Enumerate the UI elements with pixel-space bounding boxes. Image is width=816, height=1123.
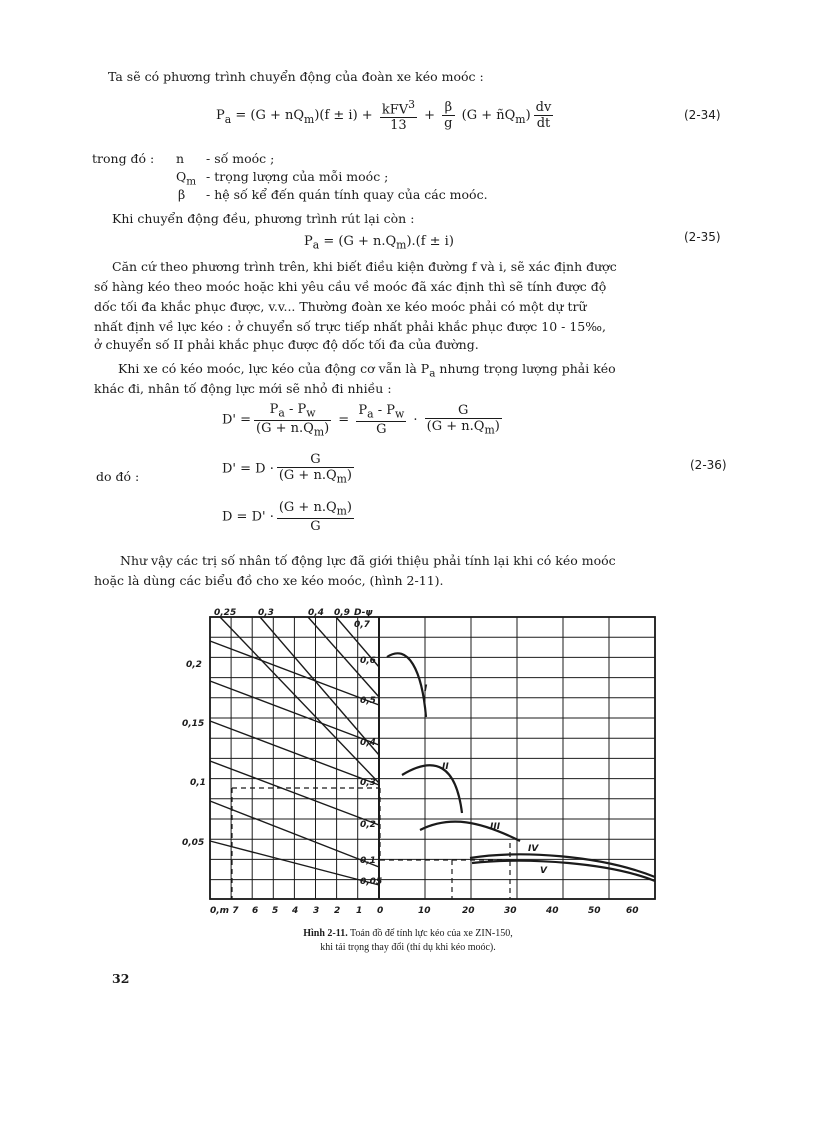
equation-2-35: $P_a = (G + n.Q_m).(f \pm i)$	[304, 234, 454, 252]
bottom-label-3: 3	[313, 906, 320, 916]
equation-2-34: $P_a = (G + nQ_m)(f \pm i)$ + $\frac{kFV^3}{13}$ + $\frac{\beta}{g}$ $(G + ñQ_m)$ $\frac{dv}{dt}$	[216, 98, 552, 134]
top-label-09: 0,9	[334, 608, 350, 618]
bottom-label-20: 20	[462, 906, 475, 916]
where-lead: trong đó :	[92, 151, 155, 166]
equation-number-2-34: (2-34)	[684, 108, 721, 122]
where-q-symbol: $Q_m$	[176, 169, 197, 188]
left-label-005: 0,05	[182, 838, 205, 848]
curve-label-II: II	[442, 762, 449, 772]
do-do-label: do đó :	[96, 469, 140, 484]
left-label-015: 0,15	[182, 719, 205, 729]
mid-label-005: 0,05	[360, 877, 383, 887]
top-label-07: 0,7	[354, 620, 370, 630]
bottom-label-50: 50	[588, 906, 601, 916]
where-n-symbol: n	[176, 151, 185, 166]
para1-line5: ở chuyển số II phải khắc phục được độ dốc tối đa của đường.	[94, 337, 479, 352]
mid-label-03: 0,3	[360, 778, 376, 788]
diagonal-line	[260, 617, 379, 755]
figure-caption-line1: Hình 2-11. Toán đồ để tính lực kéo của xe ZIN-150,	[303, 928, 513, 939]
mid-label-02: 0,2	[360, 820, 376, 830]
bottom-label-2: 2	[334, 906, 341, 916]
bottom-label-1: 1	[356, 906, 363, 916]
mid-label-05: 0,5	[360, 696, 376, 706]
equation-2-36-line3: D = D' · $\frac{(G + n.Q_m)}{G}$	[222, 500, 352, 534]
para2-line1: Khi xe có kéo moóc, lực kéo của động cơ vẫn là $P_a$ nhưng trọng lượng phải kéo	[118, 361, 616, 380]
top-label-025: 0,25	[214, 608, 237, 618]
equation-2-36-line2: D' = D · $\frac{G}{(G + n.Q_m)}$	[222, 452, 352, 486]
nomogram-grid	[210, 617, 655, 899]
figure-2-11-nomogram	[180, 605, 660, 920]
curve-label-V: V	[540, 866, 547, 876]
top-label-04: 0,4	[308, 608, 324, 618]
curve-II	[402, 765, 462, 813]
page-number: 32	[112, 971, 130, 986]
para1-line2: số hàng kéo theo moóc hoặc khi yêu cầu về moóc đã xác định thì sẽ tính được độ	[94, 279, 607, 294]
bottom-label-6: 6	[252, 906, 259, 916]
where-beta-symbol: β	[178, 187, 186, 202]
curve-III	[420, 822, 520, 841]
curve-I	[387, 653, 426, 717]
equation-number-2-35: (2-35)	[684, 230, 721, 244]
uniform-text: Khi chuyển động đều, phương trình rút lại còn :	[112, 211, 415, 226]
bottom-label-60: 60	[626, 906, 639, 916]
equation-number-2-36: (2-36)	[690, 458, 727, 472]
where-beta-desc: - hệ số kể đến quán tính quay của các moóc.	[206, 187, 488, 202]
bottom-label-5: 5	[272, 906, 279, 916]
top-label-d-psi: D-ψ	[354, 608, 373, 618]
where-n-desc: - số moóc ;	[206, 151, 275, 166]
bottom-label-m7: 0,m 7	[210, 906, 239, 916]
bottom-label-4: 4	[292, 906, 299, 916]
mid-label-01: 0,1	[360, 856, 376, 866]
bottom-label-0: 0	[377, 906, 384, 916]
para3-line2: hoặc là dùng các biểu đồ cho xe kéo moóc, (hình 2-11).	[94, 573, 444, 588]
bottom-label-10: 10	[418, 906, 431, 916]
top-label-03: 0,3	[258, 608, 274, 618]
intro-text: Ta sẽ có phương trình chuyển động của đoàn xe kéo moóc :	[108, 69, 484, 84]
left-label-02: 0,2	[186, 660, 202, 670]
bottom-label-30: 30	[504, 906, 517, 916]
curve-label-III: III	[490, 822, 501, 832]
curve-label-I: I	[424, 684, 428, 694]
mid-label-04: 0,4	[360, 738, 376, 748]
curve-label-IV: IV	[528, 844, 539, 854]
para1-line4: nhất định về lực kéo : ở chuyển số trực tiếp nhất phải khắc phục được 10 - 15‰,	[94, 319, 606, 334]
equation-2-36-line1: D' = $\frac{P_a - P_w}{(G + n.Q_m)}$ = $\frac{P_a - P_w}{G}$ · $\frac{G}{(G + n.Q_m)}$	[222, 402, 500, 439]
para1-line1: Căn cứ theo phương trình trên, khi biết điều kiện đường f và i, sẽ xác định được	[112, 259, 617, 274]
bottom-label-40: 40	[546, 906, 559, 916]
para1-line3: dốc tối đa khắc phục được, v.v... Thường đoàn xe kéo moóc phải có một dự trữ	[94, 299, 587, 314]
para3-line1: Như vậy các trị số nhân tố động lực đã giới thiệu phải tính lại khi có kéo moóc	[120, 553, 616, 568]
left-label-01: 0,1	[190, 778, 206, 788]
mid-label-06: 0,6	[360, 656, 376, 666]
figure-caption-line2: khi tải trọng thay đổi (thí dụ khi kéo moóc).	[320, 942, 496, 953]
para2-line2: khác đi, nhân tố động lực mới sẽ nhỏ đi nhiều :	[94, 381, 392, 396]
where-q-desc: - trọng lượng của mỗi moóc ;	[206, 169, 389, 184]
